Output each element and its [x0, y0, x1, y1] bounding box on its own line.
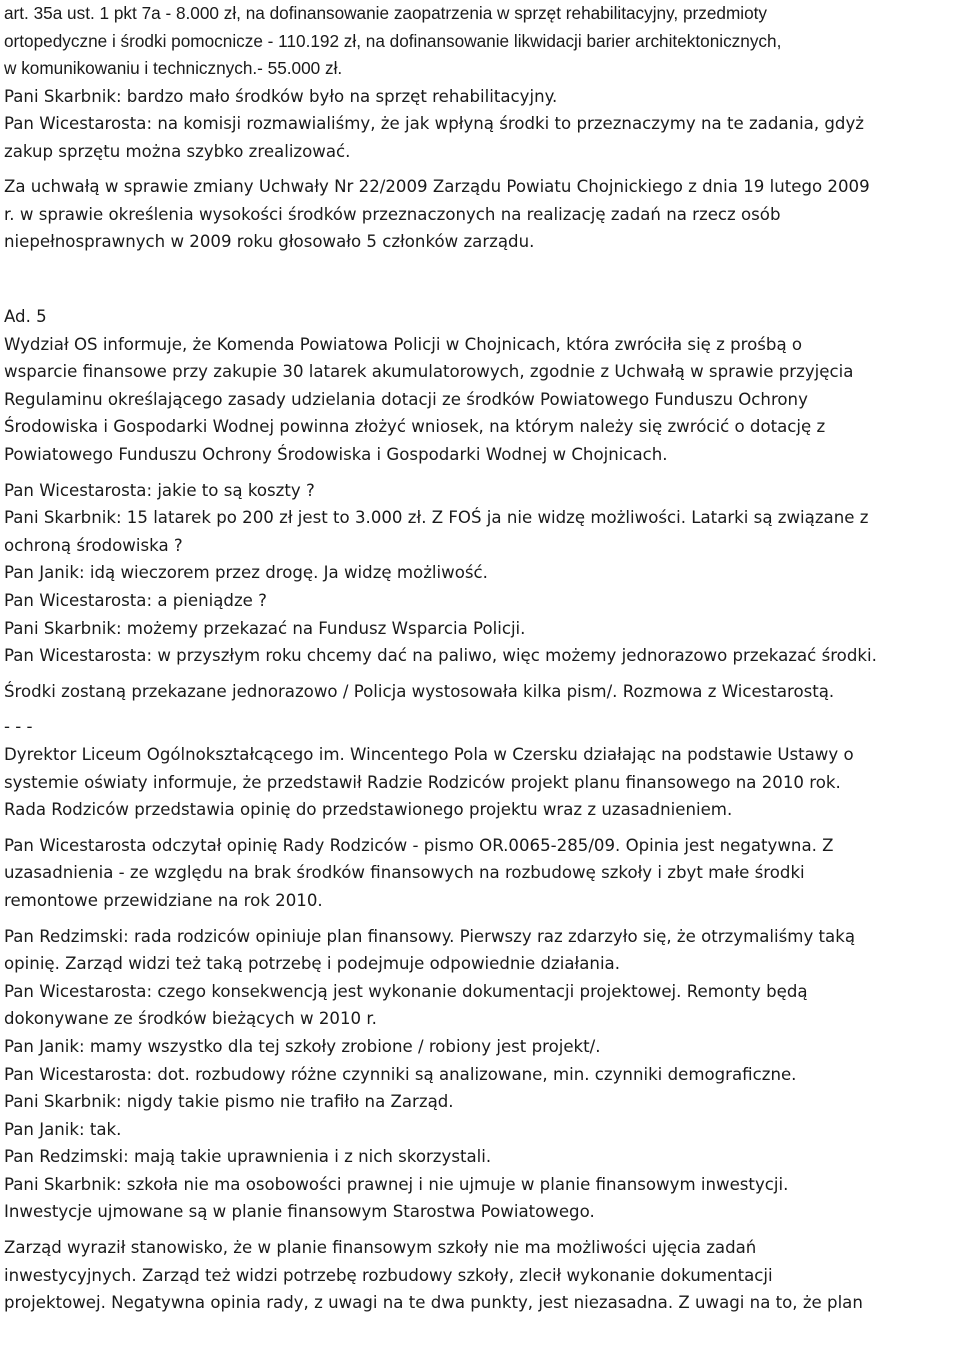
- text-line: systemie oświaty informuje, że przedstawił Radzie Rodziców projekt planu finansowego na 2010 rok.: [4, 772, 841, 792]
- text-line: Środowiska i Gospodarki Wodnej powinna złożyć wniosek, na którym należy się zwrócić o dotację z: [4, 417, 826, 437]
- text-line: Pan Wicestarosta odczytał opinię Rady Rodziców - pismo OR.0065-285/09. Opinia jest negatywna. Z: [4, 835, 834, 855]
- paragraph: [4, 83, 958, 166]
- text-line: inwestycyjnych. Zarząd też widzi potrzebę rozbudowy szkoły, zlecił wykonanie dokumentacji: [4, 1265, 773, 1285]
- text-line: Pani Skarbnik: bardzo mało środków było na sprzęt rehabilitacyjny.: [4, 86, 558, 106]
- text-line: Pan Redzimski: mają takie uprawnienia i z nich skorzystali.: [4, 1147, 492, 1167]
- text-line: w komunikowaniu i technicznych.- 55.000 zł.: [4, 58, 343, 78]
- text-line: Pan Wicestarosta: jakie to są koszty ?: [4, 480, 315, 500]
- text-line: Regulaminu określającego zasady udzielania dotacji ze środków Powiatowego Funduszu Ochrony: [4, 389, 808, 409]
- text-line: Pani Skarbnik: szkoła nie ma osobowości prawnej i nie ujmuje w planie finansowym inwestycji.: [4, 1174, 789, 1194]
- text-line: Pan Wicestarosta: czego konsekwencją jest wykonanie dokumentacji projektowej. Remonty będą: [4, 981, 808, 1001]
- text-line: Pan Redzimski: rada rodziców opiniuje plan finansowy. Pierwszy raz zdarzyło się, że otrzymaliśmy taką: [4, 926, 855, 946]
- text-line: Inwestycje ujmowane są w planie finansowym Starostwa Powiatowego.: [4, 1202, 595, 1222]
- paragraph: [4, 0, 958, 83]
- text-line: Pan Janik: idą wieczorem przez drogę. Ja widzę możliwość.: [4, 563, 488, 583]
- text-line: niepełnosprawnych w 2009 roku głosowało 5 członków zarządu.: [4, 232, 535, 252]
- paragraph: [4, 832, 958, 915]
- text-line: remontowe przewidziane na rok 2010.: [4, 890, 323, 910]
- text-line: zakup sprzętu można szybko zrealizować.: [4, 141, 351, 161]
- text-line: r. w sprawie określenia wysokości środków przeznaczonych na realizację zadań na rzecz osób: [4, 204, 781, 224]
- paragraph: [4, 923, 958, 1227]
- text-line: ortopedyczne i środki pomocnicze - 110.192 zł, na dofinansowanie likwidacji barier architektonicznych,: [4, 30, 782, 51]
- text-line: Ad. 5: [4, 307, 47, 327]
- paragraph: [4, 713, 958, 823]
- paragraph: [4, 173, 958, 256]
- paragraph: [4, 1234, 958, 1317]
- text-line: art. 35a ust. 1 pkt 7a - 8.000 zł, na dofinansowanie zaopatrzenia w sprzęt rehabilitacyjny, przedmioty: [4, 3, 768, 23]
- text-line: Zarząd wyraził stanowisko, że w planie finansowym szkoły nie ma możliwości ujęcia zadań: [4, 1238, 757, 1258]
- text-line: Pani Skarbnik: możemy przekazać na Fundusz Wsparcia Policji.: [4, 618, 526, 638]
- text-line: Pani Skarbnik: nigdy takie pismo nie trafiło na Zarząd.: [4, 1092, 454, 1112]
- text-line: Pan Wicestarosta: dot. rozbudowy różne czynniki są analizowane, min. czynniki demograficzne.: [4, 1064, 797, 1084]
- text-line: Wydział OS informuje, że Komenda Powiatowa Policji w Chojnicach, która zwróciła się z prośbą o: [4, 334, 803, 354]
- text-line: opinię. Zarząd widzi też taką potrzebę i podejmuje odpowiednie działania.: [4, 954, 620, 974]
- text-line: Pani Skarbnik: 15 latarek po 200 zł jest to 3.000 zł. Z FOŚ ja nie widzę możliwości. Latarki są związane z: [4, 508, 869, 528]
- text-line: Powiatowego Funduszu Ochrony Środowiska i Gospodarki Wodnej w Chojnicach.: [4, 445, 668, 465]
- text-line: uzasadnienia - ze względu na brak środków finansowych na rozbudowę szkoły i zbyt małe środki: [4, 863, 805, 883]
- text-line: Pan Wicestarosta: a pieniądze ?: [4, 591, 267, 610]
- text-line: Za uchwałą w sprawie zmiany Uchwały Nr 22/2009 Zarządu Powiatu Chojnickiego z dnia 19 lutego 2009: [4, 177, 870, 197]
- document-page: [4, 0, 958, 1317]
- paragraph: [4, 678, 958, 706]
- text-line: Rada Rodziców przedstawia opinię do przedstawionego projektu wraz z uzasadnieniem.: [4, 800, 733, 820]
- text-line: Pan Janik: mamy wszystko dla tej szkoły zrobione / robiony jest projekt/.: [4, 1036, 601, 1056]
- text-line: wsparcie finansowe przy zakupie 30 latarek akumulatorowych, zgodnie z Uchwałą w sprawie przyjęcia: [4, 362, 854, 382]
- text-line: Pan Janik: tak.: [4, 1119, 122, 1139]
- text-line: Środki zostaną przekazane jednorazowo / Policja wystosowała kilka pism/. Rozmowa z Wicestarostą.: [4, 681, 835, 701]
- paragraph: [4, 303, 958, 469]
- text-line: Pan Wicestarosta: w przyszłym roku chcemy dać na paliwo, więc możemy jednorazowo przekazać środki.: [4, 646, 877, 666]
- text-line: ochroną środowiska ?: [4, 535, 183, 555]
- paragraph: [4, 477, 958, 670]
- text-line: - - -: [4, 717, 33, 737]
- text-line: dokonywane ze środków bieżących w 2010 r.: [4, 1009, 377, 1029]
- text-line: projektowej. Negatywna opinia rady, z uwagi na te dwa punkty, jest niezasadna. Z uwagi na to, że plan: [4, 1293, 863, 1313]
- text-line: Dyrektor Liceum Ogólnokształcącego im. Wincentego Pola w Czersku działając na podstawie Ustawy o: [4, 744, 854, 764]
- text-line: Pan Wicestarosta: na komisji rozmawialiśmy, że jak wpłyną środki to przeznaczymy na te zadania, gdyż: [4, 114, 864, 134]
